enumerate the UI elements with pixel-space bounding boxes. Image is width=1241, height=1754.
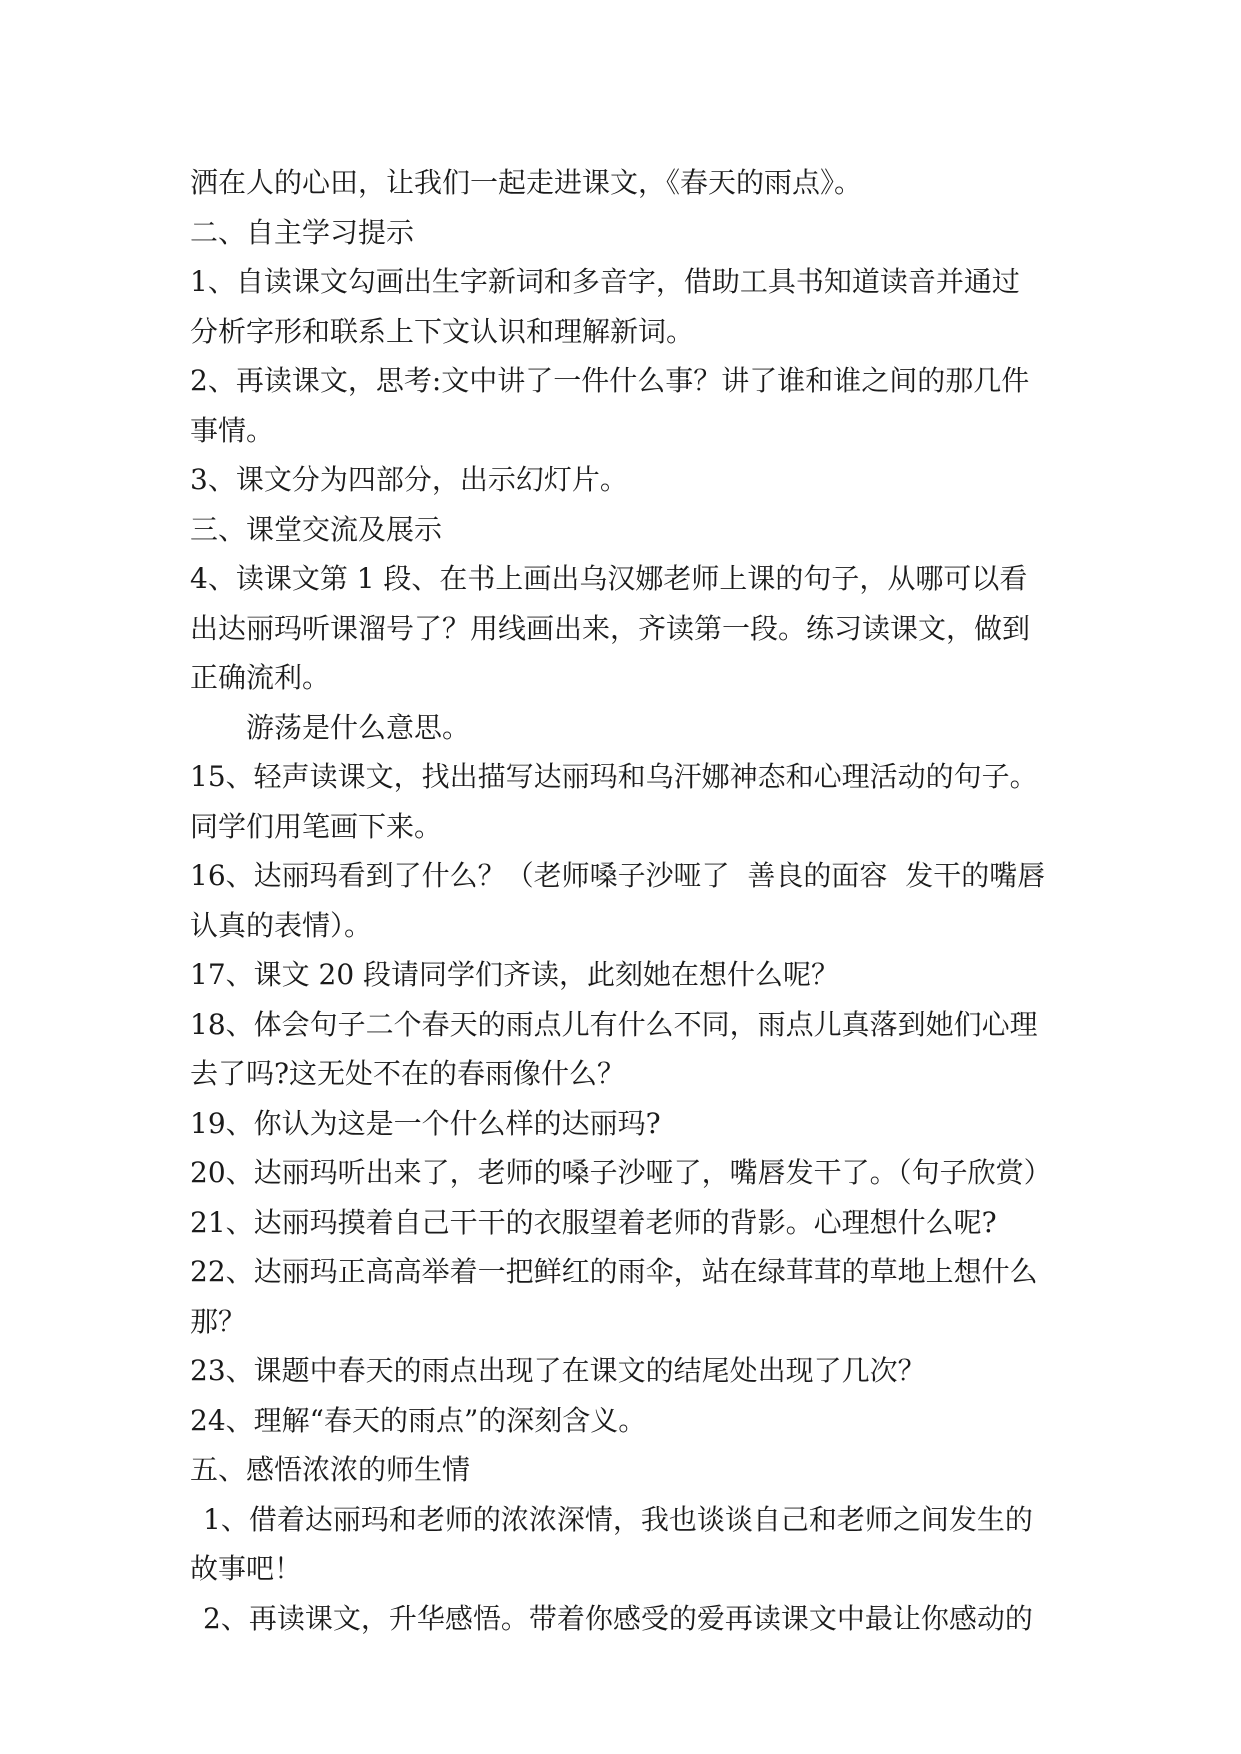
text-line: 出达丽玛听课溜号了？用线画出来，齐读第一段。练习读课文，做到 [190, 611, 1031, 645]
text-line: 18、体会句子二个春天的雨点儿有什么不同，雨点儿真落到她们心理 [190, 1007, 1038, 1041]
text-line: 事情。 [190, 413, 275, 447]
text-line: 正确流利。 [190, 661, 331, 694]
text-line: 4、读课文第 1 段、在书上画出乌汉娜老师上课的句子，从哪可以看 [190, 562, 1028, 595]
text-line: 故事吧！ [190, 1552, 303, 1585]
text-line: 20、达丽玛听出来了，老师的嗓子沙哑了，嘴唇发干了。（句子欣赏） [190, 1156, 1052, 1189]
section-heading: 二、自主学习提示 [190, 215, 415, 249]
text-line: 去了吗?这无处不在的春雨像什么？ [190, 1057, 626, 1090]
text-line: 15、轻声读课文，找出描写达丽玛和乌汗娜神态和心理活动的句子。 [190, 760, 1038, 793]
section-heading: 三、课堂交流及展示 [190, 512, 443, 546]
text-line: 1、借着达丽玛和老师的浓浓深情，我也谈谈自己和老师之间发生的 [203, 1502, 1033, 1536]
text-line: 23、课题中春天的雨点出现了在课文的结尾处出现了几次？ [190, 1354, 926, 1387]
text-line: 那？ [190, 1304, 247, 1338]
text-line: 19、你认为这是一个什么样的达丽玛? [190, 1106, 661, 1140]
text-line: 游荡是什么意思。 [246, 710, 471, 744]
text-line: 2、再读课文，升华感悟。带着你感受的爱再读课文中最让你感动的 [203, 1601, 1033, 1635]
text-line: 认真的表情）。 [190, 908, 373, 942]
text-line: 1、自读课文勾画出生字新词和多音字，借助工具书知道读音并通过 [190, 265, 1020, 298]
text-line: 3、课文分为四部分，出示幻灯片。 [190, 463, 628, 496]
text-line: 2、再读课文，思考:文中讲了一件什么事？讲了谁和谁之间的那几件 [190, 364, 1030, 397]
text-line: 17、课文 20 段请同学们齐读，此刻她在想什么呢？ [190, 958, 840, 991]
section-heading: 五、感悟浓浓的师生情 [190, 1453, 471, 1486]
text-line: 22、达丽玛正高高举着一把鲜红的雨伞，站在绿茸茸的草地上想什么 [190, 1255, 1038, 1288]
text-line: 16、达丽玛看到了什么？（老师嗓子沙哑了 善良的面容 发干的嘴唇 [190, 859, 1046, 892]
text-line: 同学们用笔画下来。 [190, 809, 443, 843]
text-line: 洒在人的心田，让我们一起走进课文，《春天的雨点》。 [190, 166, 863, 199]
text-line: 分析字形和联系上下文认识和理解新词。 [190, 314, 695, 348]
document-body [190, 158, 1070, 1643]
text-line: 21、达丽玛摸着自己干干的衣服望着老师的背影。心理想什么呢? [190, 1205, 997, 1239]
text-line: 24、理解“春天的雨点”的深刻含义。 [190, 1403, 647, 1437]
